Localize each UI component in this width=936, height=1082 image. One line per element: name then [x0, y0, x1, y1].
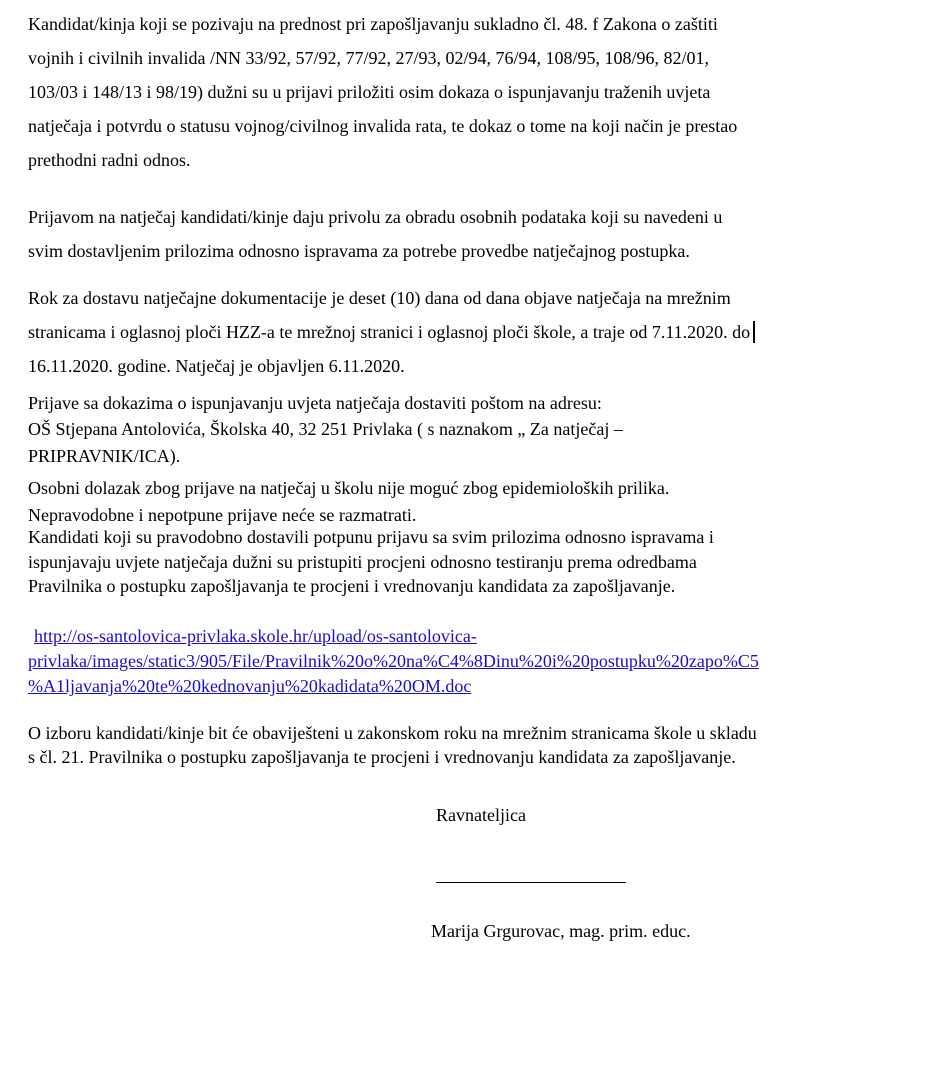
regulation-link-line[interactable]: privlaka/images/static3/905/File/Pravilnik%20o%20na%C4%8Dinu%20i%20postupku%20zapo%C5: [28, 651, 759, 671]
text-line: Kandidat/kinja koji se pozivaju na prednost pri zapošljavanju sukladno čl. 48. f Zakona o zaštiti: [28, 14, 718, 34]
text-line: prethodni radni odnos.: [28, 150, 191, 170]
signature-line: [436, 882, 626, 883]
regulation-link-line[interactable]: %A1ljavanja%20te%20kednovanju%20kadidata%20OM.doc: [28, 676, 472, 696]
text-line: Osobni dolazak zbog prijave na natječaj u školu nije moguć zbog epidemioloških prilika.: [28, 478, 670, 498]
text-line: ispunjavaju uvjete natječaja dužni su pristupiti procjeni odnosno testiranju prema odredbama: [28, 552, 697, 572]
text-line: OŠ Stjepana Antolovića, Školska 40, 32 251 Privlaka ( s naznakom „ Za natječaj –: [28, 419, 623, 439]
text-line: natječaja i potvrdu o statusu vojnog/civilnog invalida rata, te dokaz o tome na koji način je prestao: [28, 116, 738, 136]
text-line: Rok za dostavu natječajne dokumentacije je deset (10) dana od dana objave natječaja na mrežnim: [28, 288, 731, 308]
signature-title: Ravnateljica: [436, 805, 526, 825]
text-line: vojnih i civilnih invalida /NN 33/92, 57/92, 77/92, 27/93, 02/94, 76/94, 108/95, 108/96, 82/01,: [28, 48, 709, 68]
text-line: 103/03 i 148/13 i 98/19) dužni su u prijavi priložiti osim dokaza o ispunjavanju traženih uvjeta: [28, 82, 711, 102]
text-line: Prijave sa dokazima o ispunjavanju uvjeta natječaja dostaviti poštom na adresu:: [28, 393, 602, 413]
text-line: PRIPRAVNIK/ICA).: [28, 446, 181, 466]
regulation-link-line[interactable]: http://os-santolovica-privlaka.skole.hr/upload/os-santolovica-: [34, 626, 477, 646]
text-line: Prijavom na natječaj kandidati/kinje daju privolu za obradu osobnih podataka koji su navedeni u: [28, 207, 723, 227]
text-line: 16.11.2020. godine. Natječaj je objavljen 6.11.2020.: [28, 356, 405, 376]
text-line: s čl. 21. Pravilnika o postupku zapošljavanja te procjeni i vrednovanju kandidata za zapošljavanje.: [28, 747, 736, 767]
text-line: Nepravodobne i nepotpune prijave neće se razmatrati.: [28, 505, 417, 525]
text-cursor: [753, 321, 755, 343]
text-line: Kandidati koji su pravodobno dostavili potpunu prijavu sa svim prilozima odnosno ispravama i: [28, 527, 714, 547]
text-line: O izboru kandidati/kinje bit će obaviješteni u zakonskom roku na mrežnim stranicama škole u skladu: [28, 723, 757, 743]
text-line: [28, 321, 755, 343]
text-line: svim dostavljenim prilozima odnosno ispravama za potrebe provedbe natječajnog postupka.: [28, 241, 690, 261]
text-line-content: stranicama i oglasnoj ploči HZZ-a te mrežnoj stranici i oglasnoj ploči škole, a traje od 7.11.2020. do: [28, 322, 751, 342]
text-line: Pravilnika o postupku zapošljavanja te procjeni i vrednovanju kandidata za zapošljavanje.: [28, 576, 676, 596]
signature-name: Marija Grgurovac, mag. prim. educ.: [431, 921, 691, 941]
